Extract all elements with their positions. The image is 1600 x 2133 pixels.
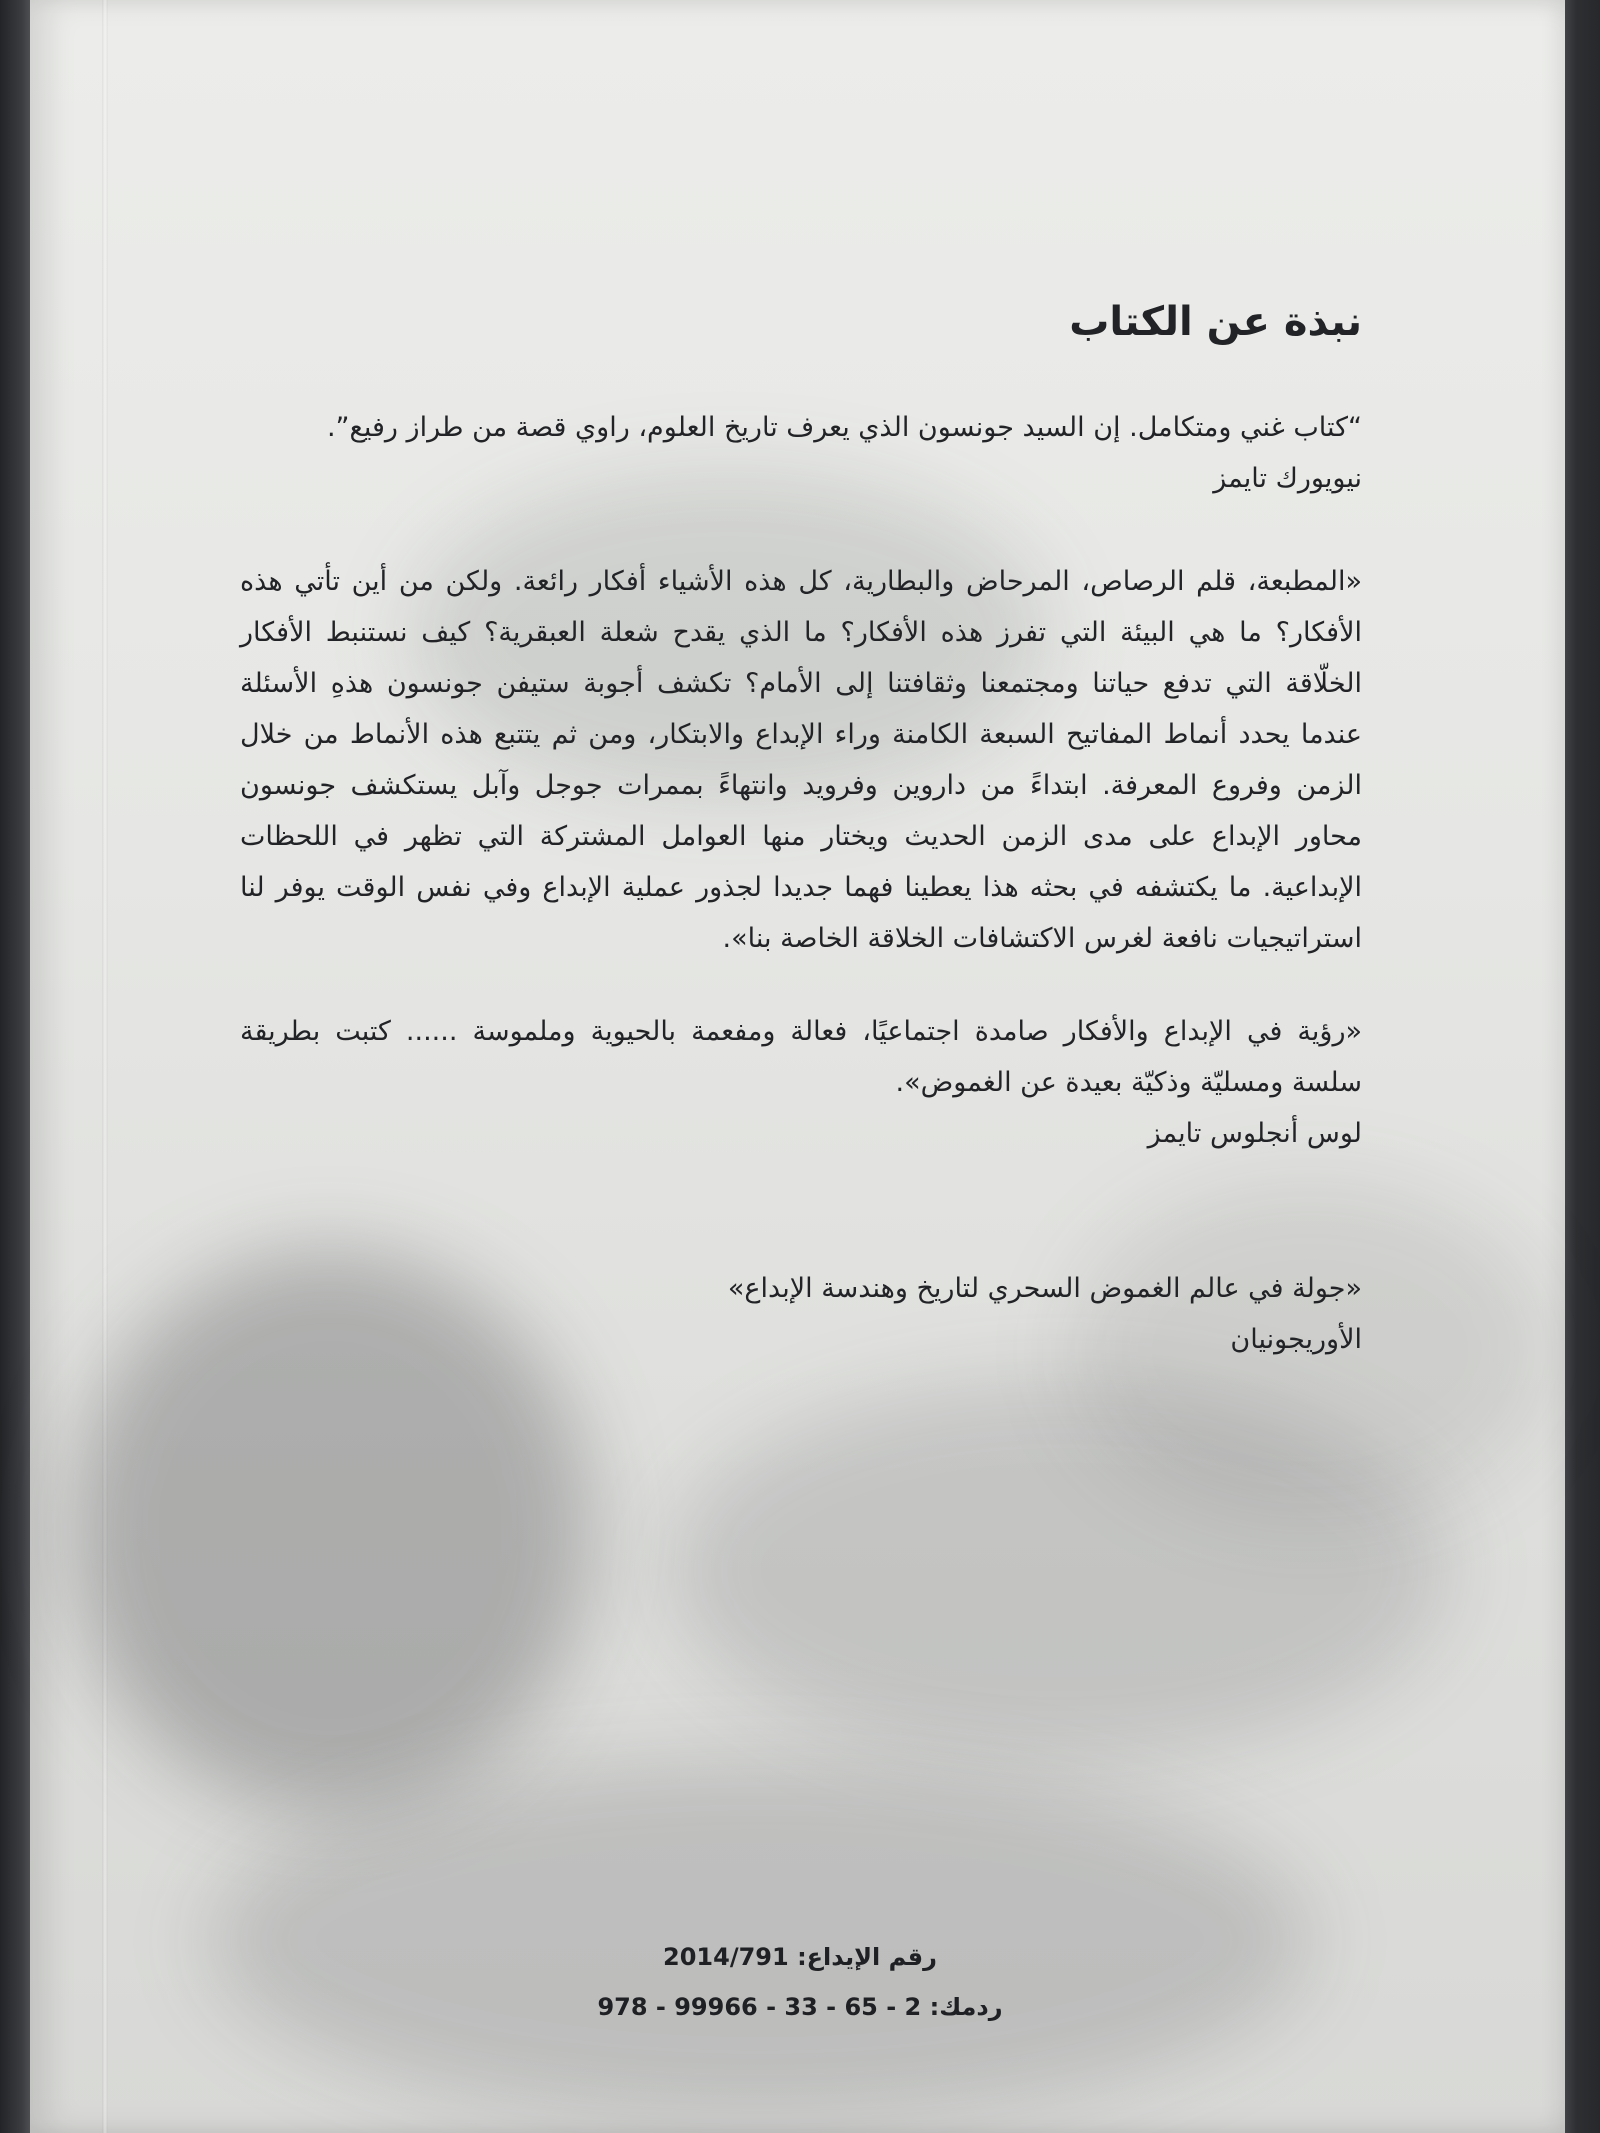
isbn-line: [500, 1982, 1100, 2032]
legal-deposit-number: 2014/791: [663, 1943, 789, 1971]
review-source-nyt: نيويورك تايمز: [1213, 463, 1362, 494]
legal-deposit-label: رقم الإيداع:: [797, 1943, 937, 1971]
review-source-oregonian: الأوريجونيان: [1230, 1324, 1362, 1355]
publication-info: [500, 1932, 1100, 2032]
isbn-number: 978 - 99966 - 33 - 65 - 2: [597, 1993, 922, 2021]
isbn-label: ردمك:: [929, 1993, 1003, 2021]
spine-crease: [102, 0, 108, 2133]
review-quote-oregonian: «جولة في عالم الغموض السحري لتاريخ وهندسة الإبداع»: [727, 1273, 1362, 1304]
review-source-la-times: لوس أنجلوس تايمز: [1147, 1118, 1362, 1149]
spacer: [240, 964, 1362, 1006]
blurb-content: [240, 290, 1362, 1365]
review-quote-la-times: «رؤية في الإبداع والأفكار صامدة اجتماعيًا، فعالة ومفعمة بالحيوية وملموسة ...... كتبت بطريقة سلسة ومسليّة وذكيّة بعيدة عن الغموض».: [240, 1016, 1362, 1098]
spacer: [240, 504, 1362, 556]
legal-deposit-line: [500, 1932, 1100, 1982]
review-quote-nyt: “كتاب غني ومتكامل. إن السيد جونسون الذي يعرف تاريخ العلوم، راوي قصة من طراز رفيع”.: [326, 412, 1362, 443]
section-title: نبذة عن الكتاب: [1069, 299, 1362, 345]
book-description: «المطبعة، قلم الرصاص، المرحاض والبطارية، كل هذه الأشياء أفكار رائعة. ولكن من أين تأتي هذه الأفكار؟ ما هي البيئة التي تفرز هذه الأفكار؟ ما الذي يقدح شعلة العبقرية؟ كيف نستنبط الأفكار الخلّاقة التي تدفع حياتنا ومجتمعنا وثقافتنا إلى الأمام؟ تكشف أجوبة ستيفن جونسون هذهِ الأسئلة عندما يحدد أنماط المفاتيح السبعة الكامنة وراء الإبداع والابتكار، ومن ثم يتتبع هذه الأنماط من خلال الزمن وفروع المعرفة. ابتداءً من داروين وفرويد وانتهاءً بممرات جوجل وآبل يستكشف جونسون محاور الإبداع على مدى الزمن الحديث ويختار منها العوامل المشتركة التي تظهر في اللحظات الإبداعية. ما يكتشفه في بحثه هذا يعطينا فهما جديدا لجذور عملية الإبداع وفي نفس الوقت يوفر لنا استراتيجيات نافعة لغرس الاكتشافات الخلاقة الخاصة بنا».: [240, 566, 1362, 954]
spacer: [240, 1159, 1362, 1263]
right-background-edge: [1560, 0, 1600, 2133]
